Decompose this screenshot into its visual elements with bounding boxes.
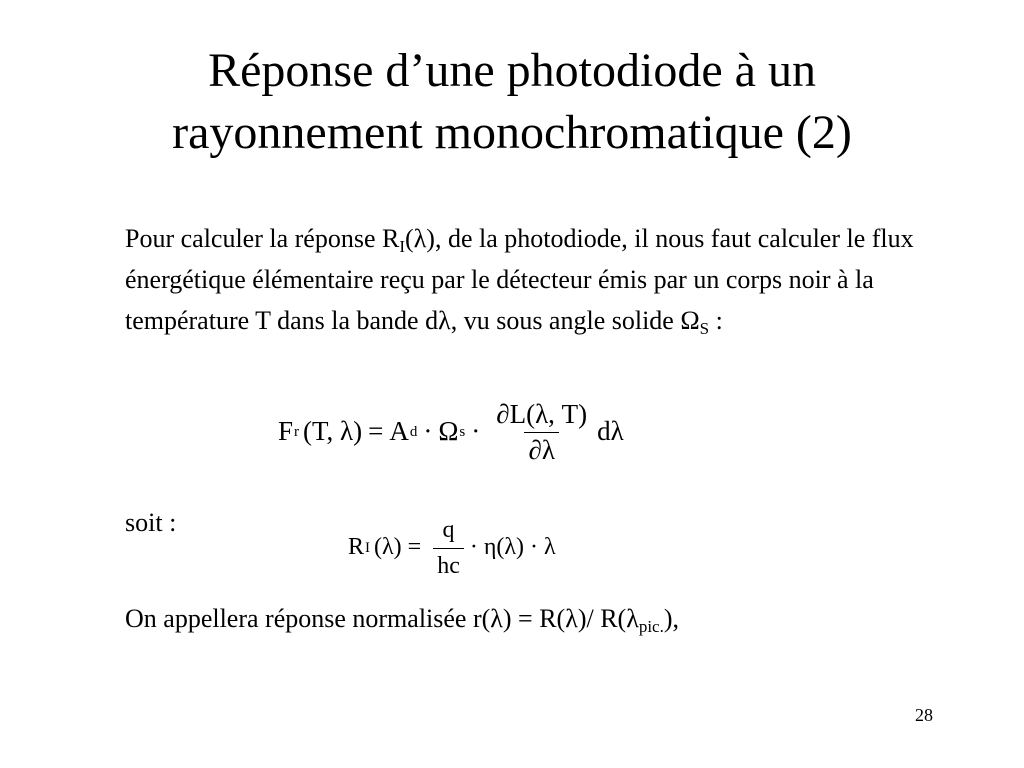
- eq1-area: A: [389, 416, 409, 446]
- eq1-equals: =: [368, 416, 384, 446]
- eq1-numerator: ∂L(λ, T): [496, 399, 588, 429]
- eq1-lhs-args: (T, λ): [303, 416, 363, 446]
- eq2-lhs: R: [348, 534, 365, 560]
- page-number: 28: [915, 705, 933, 725]
- soit-label: soit :: [125, 508, 177, 537]
- last-line-part-2: ),: [663, 604, 680, 633]
- eq1-denominator: ∂λ: [524, 432, 558, 467]
- eq1-dot-2: ·: [471, 416, 481, 446]
- eq2-equals: =: [407, 534, 422, 560]
- title-line-1: Réponse d’une photodiode à un: [208, 44, 816, 97]
- eq1-tail: dλ: [597, 416, 624, 446]
- flux-equation: F r (T, λ) = A d · Ω s · $\frac{\partial L(\lambda, T)}{\partial\lambda}$ dλ: [278, 396, 624, 467]
- eq1-fraction: [492, 396, 591, 467]
- paragraph-part-2: (λ), de la photodiode, il nous faut calculer le flux énergétique élémentaire reçu par le détecteur émis par un corps noir à la température T dans la bande dλ, vu sous angle solide Ω: [125, 224, 914, 335]
- eq2-denominator: hc: [433, 548, 464, 583]
- eq1-dot-1: ·: [423, 416, 433, 446]
- response-equation: R I (λ) = $\frac{q}{hc}$ · η(λ) · λ: [348, 512, 556, 583]
- last-line-sub-pic: pic.: [638, 617, 664, 636]
- paragraph-part-1: Pour calculer la réponse R: [125, 224, 400, 253]
- intro-paragraph: [125, 218, 945, 341]
- eq2-fraction: [433, 512, 464, 583]
- normalized-response-line: [125, 604, 679, 634]
- last-line-part-1: On appellera réponse normalisée r(λ) = R(λ)/ R(λ: [125, 604, 639, 633]
- paragraph-sub-i: I: [399, 237, 406, 256]
- title-line-2: rayonnement monochromatique (2): [172, 106, 852, 159]
- eq2-numerator: q: [442, 517, 455, 543]
- eq2-rest: · η(λ) · λ: [469, 534, 556, 560]
- eq1-omega: Ω: [438, 416, 459, 446]
- slide-title: [0, 40, 1024, 164]
- eq2-lhs-args: (λ): [374, 534, 402, 560]
- paragraph-sub-s: S: [699, 319, 710, 338]
- paragraph-part-3: :: [709, 306, 723, 335]
- eq1-lhs: F: [278, 416, 294, 446]
